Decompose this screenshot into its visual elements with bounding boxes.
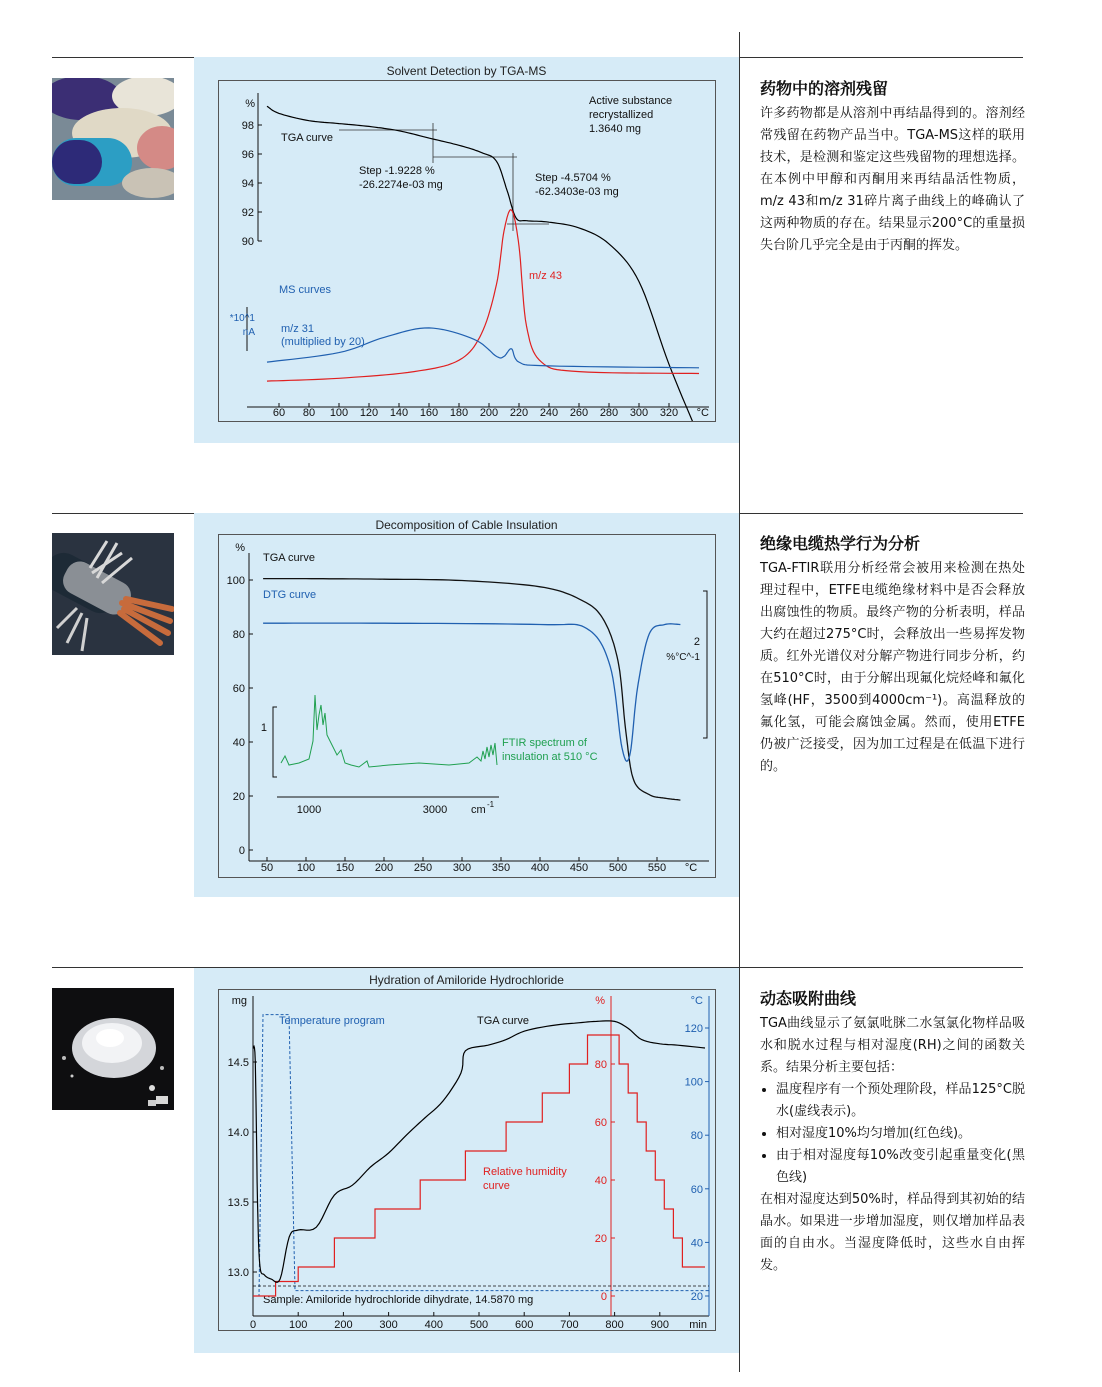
mz31-label: (multiplied by 20) [281, 336, 365, 348]
step1-label: -26.2274e-03 mg [359, 179, 443, 191]
section3-heading: 动态吸附曲线 [760, 989, 857, 1008]
x-tick-label: 100 [289, 1319, 308, 1330]
tga-ms-panel [194, 57, 739, 443]
chart-frame [218, 80, 716, 422]
x-tick-label: 120 [359, 407, 379, 419]
ftir-label: insulation at 510 °C [502, 751, 598, 763]
x-tick-label: 400 [530, 862, 550, 874]
tga-curve-label: TGA curve [477, 1015, 529, 1027]
ms-curves-label: MS curves [279, 284, 331, 296]
y-left-tick-label: 14.0 [227, 1127, 249, 1139]
y-tick-label: 96 [241, 149, 254, 161]
y-right-tick-label: 20 [690, 1291, 703, 1303]
tga-ms-chart [219, 81, 715, 421]
y-tick-label: 90 [241, 236, 254, 248]
x-tick-label: 900 [650, 1319, 669, 1330]
x-tick-label: 350 [491, 862, 511, 874]
ftir-scale-bracket [273, 707, 277, 777]
section3-intro: TGA曲线显示了氨氯吡脒二水氢氯化物样品吸水和脱水过程与相对湿度(RH)之间的函数关系。结果分析主要包括： [760, 1016, 1025, 1075]
ftir-scale-label: 1 [260, 722, 267, 734]
cable-chart [219, 535, 715, 877]
dtg-curve-label: DTG curve [263, 589, 317, 601]
rh-label: curve [483, 1180, 510, 1192]
tga-curve-label: TGA curve [263, 552, 315, 564]
x-tick-label: 100 [296, 862, 316, 874]
y-left-tick-label: 13.5 [227, 1197, 249, 1209]
list-item: • 由于相对湿度每10%改变引起重量变化(黑色线) [776, 1145, 1025, 1189]
x-tick-label: 260 [569, 407, 589, 419]
y-mid-tick-label: 20 [594, 1233, 607, 1245]
dtg-scale-value: 2 [693, 636, 700, 648]
x-tick-label: 160 [419, 407, 439, 419]
x-axis-unit: °C [696, 407, 709, 419]
y-left-unit: mg [231, 995, 247, 1007]
dtg-scale-unit: %°C^-1 [666, 652, 700, 663]
y-tick-label: 20 [232, 791, 245, 803]
y-right-tick-label: 80 [690, 1130, 703, 1143]
ftir-spectrum-line [281, 695, 497, 767]
x-tick-label: 100 [329, 407, 349, 419]
y-tick-label: 100 [226, 575, 245, 587]
section2-paragraph: TGA-FTIR联用分析经常会被用来检测在热处理过程中，ETFE电缆绝缘材料中是否会释放出腐蚀性的物质。最终产物的分析表明，样品大约在超过275°C时，会释放出一些易挥发物质。红外光谱仪对分解产物进行同步分析，约在510°C时，由于分解出现氟化烷烃峰和氟化氢峰(HF，3500到4000cm⁻¹)。高温释放的氟化氢，可能会腐蚀金属。然而，使用ETFE仍被广泛接受，因为加工过程是在低温下进行的。 [760, 561, 1025, 774]
series-line-m-z-43 [267, 210, 699, 381]
x-tick-label: 550 [647, 862, 667, 874]
section3-bullets [760, 1079, 1025, 1189]
temperature-program-line [253, 1015, 709, 1296]
series-line-tga-curve [260, 579, 680, 801]
ftir-x-tick-label: 1000 [296, 804, 322, 816]
dtg-scale-bracket [703, 591, 707, 738]
y-right-tick-label: 100 [684, 1076, 703, 1089]
mz31-label: m/z 31 [281, 323, 315, 335]
y-tick-label: 80 [232, 629, 245, 641]
section2-text [760, 531, 1025, 778]
mz43-label: m/z 43 [529, 270, 563, 282]
y-right-tick-label: 60 [690, 1183, 703, 1196]
chart-title: Solvent Detection by TGA-MS [386, 64, 547, 78]
x-tick-label: 60 [272, 407, 286, 419]
step2-label: -62.3403e-03 mg [535, 186, 619, 198]
x-tick-label: 300 [379, 1319, 398, 1330]
x-tick-label: 280 [599, 407, 619, 419]
powder-photo [52, 988, 174, 1110]
y-right-tick-label: 120 [684, 1023, 703, 1035]
x-tick-label: 240 [539, 407, 559, 419]
x-tick-label: 450 [569, 862, 589, 874]
section3-outro: 在相对湿度达到50%时，样品得到其初始的结晶水。如果进一步增加湿度，则仅增加样品表面的自由水。当湿度降低时，这些水自由挥发。 [760, 1192, 1025, 1273]
x-tick-label: 200 [479, 407, 499, 419]
ms-unit: *10^1 [229, 313, 255, 324]
x-tick-label: 180 [449, 407, 469, 419]
y-mid-tick-label: 80 [594, 1059, 607, 1071]
ftir-x-tick-label: 3000 [422, 804, 448, 816]
x-tick-label: 300 [452, 862, 472, 874]
tga-curve-label: TGA curve [281, 132, 333, 144]
hydration-chart [219, 990, 715, 1330]
y-tick-label: 92 [241, 207, 254, 219]
cable-panel [194, 513, 739, 897]
pills-photo [52, 78, 174, 200]
y-tick-label: 40 [232, 737, 245, 749]
temperature-label: Temperature program [279, 1015, 385, 1027]
chart-title: Decomposition of Cable Insulation [375, 518, 558, 532]
x-tick-label: 600 [515, 1319, 534, 1330]
x-tick-label: 200 [374, 862, 394, 874]
step2-label: Step -4.5704 % [535, 172, 611, 184]
x-tick-label: 200 [334, 1319, 353, 1330]
x-tick-label: 50 [260, 862, 274, 874]
x-tick-label: 140 [389, 407, 409, 419]
chart-title: Hydration of Amiloride Hydrochloride [369, 973, 564, 987]
y-axis-unit: % [235, 542, 245, 554]
sample-label: Sample: Amiloride hydrochloride dihydrate, 14.5870 mg [263, 1294, 534, 1306]
column-divider [739, 32, 740, 1372]
section2-heading: 绝缘电缆热学行为分析 [760, 534, 921, 553]
y-mid-tick-label: 0 [600, 1291, 607, 1303]
sample-note: Active substance [589, 95, 673, 107]
step1-label: Step -1.9228 % [359, 165, 435, 177]
y-mid-unit: % [595, 995, 605, 1007]
y-left-tick-label: 14.5 [227, 1057, 249, 1069]
list-item: • 温度程序有一个预处理阶段，样品125°C脱水(虚线表示)。 [776, 1079, 1025, 1123]
ms-unit: nA [242, 327, 255, 338]
y-tick-label: 0 [238, 845, 245, 857]
x-tick-label: 80 [302, 407, 316, 419]
x-axis-unit: min [689, 1319, 707, 1330]
sample-note: 1.3640 mg [589, 123, 641, 135]
hydration-panel [194, 968, 739, 1353]
section1-heading: 药物中的溶剂残留 [760, 79, 889, 98]
x-tick-label: 250 [413, 862, 433, 874]
sample-note: recrystallized [589, 109, 654, 121]
x-tick-label: 400 [424, 1319, 443, 1330]
x-tick-label: 220 [509, 407, 529, 419]
section3-text [760, 986, 1025, 1277]
y-right-unit: °C [690, 995, 703, 1007]
x-tick-label: 500 [608, 862, 628, 874]
x-axis-unit: °C [684, 862, 698, 874]
y-axis-unit: % [245, 98, 255, 110]
x-tick-label: 320 [659, 407, 679, 419]
ftir-x-unit-sup: -1 [487, 800, 495, 809]
x-tick-label: 300 [629, 407, 649, 419]
x-tick-label: 0 [249, 1319, 257, 1330]
y-left-tick-label: 13.0 [227, 1267, 249, 1279]
series-line-tga-curve [267, 106, 699, 421]
y-mid-tick-label: 40 [594, 1175, 607, 1187]
y-tick-label: 60 [232, 683, 245, 695]
section1-text [760, 76, 1025, 257]
x-tick-label: 700 [560, 1319, 579, 1330]
x-tick-label: 800 [605, 1319, 624, 1330]
chart-frame [218, 534, 716, 878]
list-item: • 相对湿度10%均匀增加(红色线)。 [776, 1123, 1025, 1145]
chart-frame [218, 989, 716, 1331]
x-tick-label: 150 [335, 862, 355, 874]
series-line-relative-humidity [253, 1035, 705, 1296]
ftir-x-unit: cm [471, 804, 486, 816]
series-line-dtg-curve [260, 623, 680, 761]
cable-photo [52, 533, 174, 655]
y-mid-tick-label: 60 [594, 1117, 607, 1129]
y-tick-label: 94 [241, 178, 254, 190]
section1-paragraph: 许多药物都是从溶剂中再结晶得到的。溶剂经常残留在药物产品当中。TGA-MS这样的联用技术，是检测和鉴定这些残留物的理想选择。在本例中甲醇和丙酮用来再结晶活性物质，m/z 43和m/z 31碎片离子曲线上的峰确认了这两种物质的存在。结果显示200°C的重量损失台阶几乎完全是由于丙酮的挥发。 [760, 106, 1025, 253]
y-tick-label: 98 [241, 120, 254, 132]
y-right-tick-label: 40 [690, 1237, 703, 1250]
x-tick-label: 500 [469, 1319, 489, 1330]
rh-label: Relative humidity [483, 1166, 567, 1178]
ftir-label: FTIR spectrum of [502, 737, 587, 749]
